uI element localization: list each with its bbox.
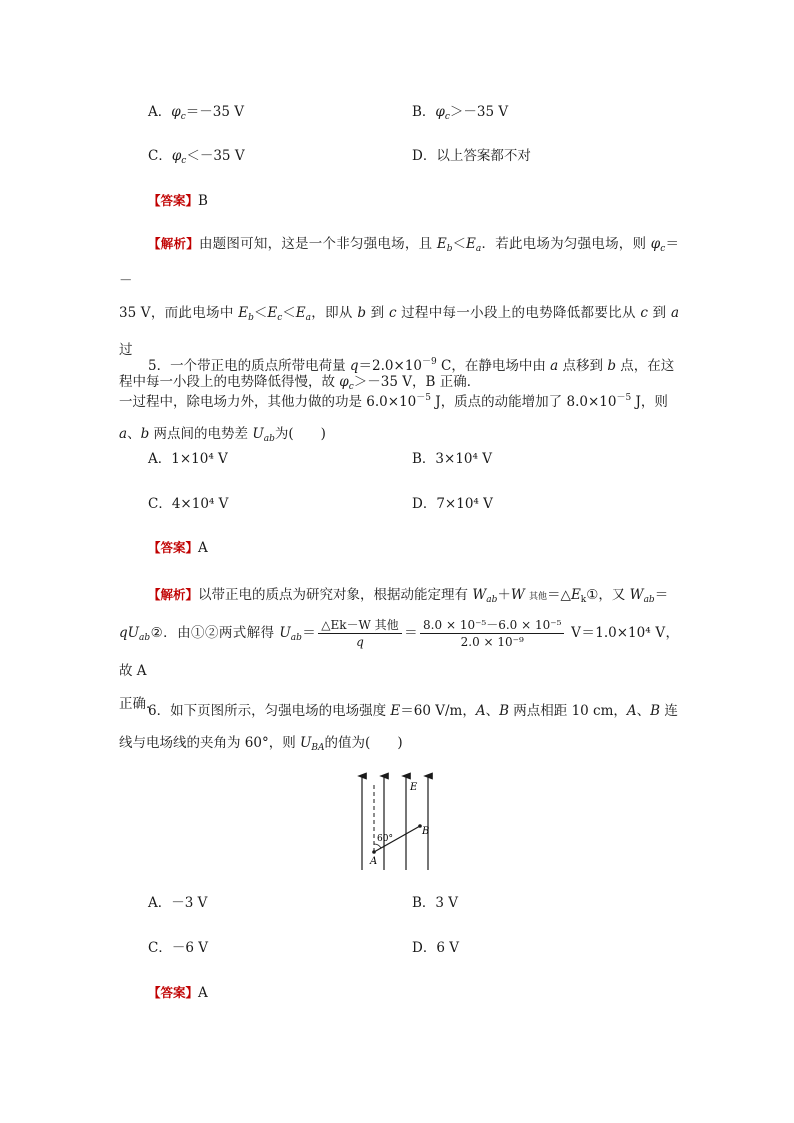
- fraction-1: $\frac{\text{△Ek－W 其他}}{q}$: [318, 617, 401, 650]
- q5-analysis: 【解析】以带正电的质点为研究对象，根据动能定理有 $W_{ab}+W$ 其他$=\triangle E_k①$，又 $W_{ab}=$ $qU_{ab}②$．由①②两式解得 $U_{ab}=$ $\frac{\text{△Ek－W 其他}}{q}$ ＝ $\frac{\text{8.0 × 10⁻⁵－6.0 × 10⁻⁵}}{\text{2.0 × 10⁻⁹}}$ V＝1.0×10⁴ V，故 A 正确．: [119, 587, 680, 712]
- q6-option-d: D．6 V: [412, 940, 459, 956]
- label-b: B: [422, 826, 430, 837]
- q6-stem: 6．如下页图所示，匀强电场的电场强度 E＝60 V/m，A、B 两点相距 10 cm，A、B 连 线与电场线的夹角为 60°，则 $U_{BA}$的值为( ): [119, 703, 678, 753]
- electric-field-figure: [350, 770, 440, 874]
- fraction-2: $\frac{\text{8.0 × 10⁻⁵－6.0 × 10⁻⁵}}{\text{2.0 × 10⁻⁹}}$: [420, 617, 564, 650]
- point-a: [372, 850, 376, 854]
- label-a: A: [370, 856, 378, 867]
- q5-option-a: A．1×10⁴ V: [148, 451, 228, 467]
- q6-answer: 【答案】A: [148, 985, 208, 1001]
- q5-answer: 【答案】A: [148, 540, 208, 556]
- q4-answer: 【答案】B: [148, 193, 208, 209]
- q5-option-d: D．7×10⁴ V: [412, 496, 493, 512]
- label-angle: 60°: [377, 834, 393, 844]
- q6-option-b: B．3 V: [412, 895, 459, 911]
- q4-option-b: B．$\varphi_c>-35$ V: [412, 104, 509, 122]
- q5-option-b: B．3×10⁴ V: [412, 451, 492, 467]
- label-e: E: [410, 782, 418, 793]
- q4-option-c: C．$\varphi_c<-35$ V: [148, 148, 245, 166]
- q5-option-c: C．4×10⁴ V: [148, 496, 229, 512]
- q4-option-a: A．$\varphi_c=-35$ V: [148, 104, 244, 122]
- q4-option-d: D．以上答案都不对: [412, 148, 531, 164]
- q5-stem: 5．一个带正电的质点所带电荷量 $q=2.0\times 10^{-9}$ C，在静电场中由 a 点移到 b 点，在这 一过程中，除电场力外，其他力做的功是 $6.0\times 10^{-5}$ J，质点的动能增加了 $8.0\times 10^{-5}$ J，则 a、b 两点间的电势差 $U_{ab}$为( ): [119, 357, 675, 444]
- angle-arc: [374, 844, 381, 848]
- q6-option-a: A．－3 V: [148, 895, 208, 911]
- q6-option-c: C．－6 V: [148, 940, 208, 956]
- q4-analysis: 【解析】由题图可知，这是一个非匀强电场，且 $E_b<E_a$．若此电场为匀强电场，则 $\varphi_c=-$ 35 V，而此电场中 $E_b<E_c<E_a$，即从 b 到 c 过程中每一小段上的电势降低都要比从 c 到 a 过 程中每一小段上的电势降低得慢，故 $\varphi_c>-35$ V，B 正确．: [119, 236, 680, 392]
